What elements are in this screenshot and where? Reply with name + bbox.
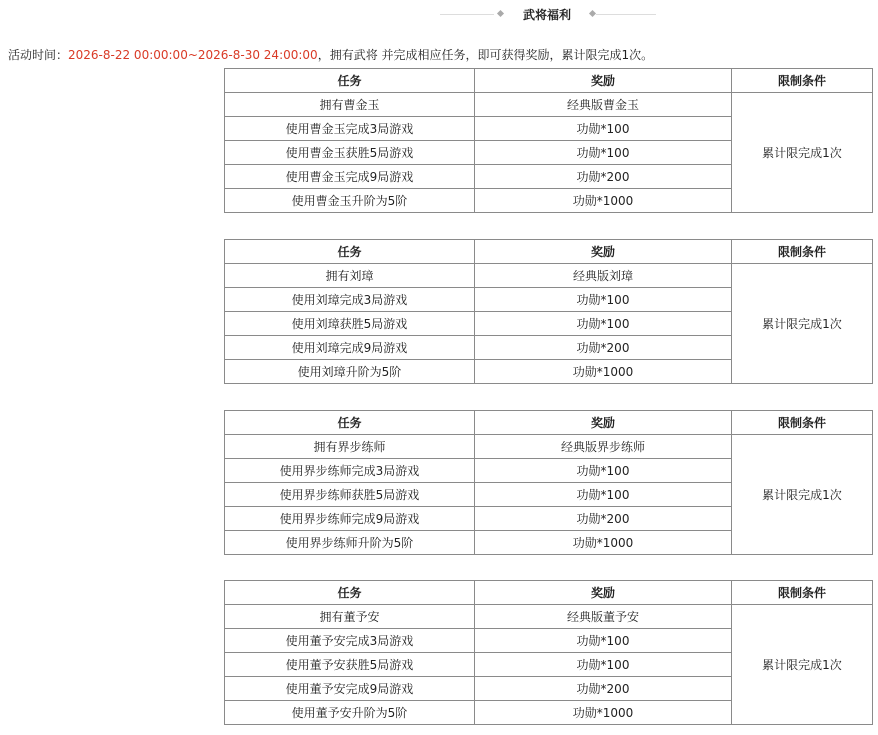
table-row xyxy=(225,435,873,459)
column-header-reward: 奖励 xyxy=(475,411,732,435)
limit-cell: 累计限完成1次 xyxy=(732,264,873,384)
task-cell: 使用刘璋升阶为5阶 xyxy=(225,360,475,384)
reward-cell: 功勋*100 xyxy=(475,288,732,312)
reward-cell: 经典版刘璋 xyxy=(475,264,732,288)
task-table xyxy=(224,68,873,213)
column-header-reward: 奖励 xyxy=(475,581,732,605)
limit-cell: 累计限完成1次 xyxy=(732,93,873,213)
reward-cell: 功勋*100 xyxy=(475,459,732,483)
title-divider-right xyxy=(596,14,656,15)
reward-cell: 功勋*100 xyxy=(475,117,732,141)
task-cell: 使用刘璋完成9局游戏 xyxy=(225,336,475,360)
column-header-limit: 限制条件 xyxy=(732,69,873,93)
task-cell: 使用界步练师完成3局游戏 xyxy=(225,459,475,483)
activity-time-range: 2026-8-22 00:00:00~2026-8-30 24:00:00 xyxy=(68,48,318,62)
column-header-reward: 奖励 xyxy=(475,240,732,264)
reward-cell: 功勋*200 xyxy=(475,165,732,189)
reward-cell: 功勋*1000 xyxy=(475,360,732,384)
limit-cell: 累计限完成1次 xyxy=(732,435,873,555)
task-table xyxy=(224,580,873,725)
reward-cell: 经典版董予安 xyxy=(475,605,732,629)
activity-description: ，拥有武将 并完成相应任务，即可获得奖励，累计限完成1次。 xyxy=(317,48,654,62)
title-divider-left xyxy=(440,14,494,15)
activity-time-label: 活动时间： xyxy=(8,48,69,62)
task-cell: 使用董予安完成9局游戏 xyxy=(225,677,475,701)
reward-cell: 功勋*200 xyxy=(475,336,732,360)
reward-cell: 功勋*200 xyxy=(475,507,732,531)
table-row xyxy=(225,605,873,629)
section-title xyxy=(440,4,640,26)
task-cell: 使用界步练师升阶为5阶 xyxy=(225,531,475,555)
task-cell: 使用界步练师获胜5局游戏 xyxy=(225,483,475,507)
task-cell: 拥有曹金玉 xyxy=(225,93,475,117)
reward-cell: 功勋*100 xyxy=(475,312,732,336)
page-title: 武将福利 xyxy=(522,8,571,22)
column-header-task: 任务 xyxy=(225,581,475,605)
column-header-task: 任务 xyxy=(225,411,475,435)
table-header-row xyxy=(225,240,873,264)
task-cell: 使用董予安完成3局游戏 xyxy=(225,629,475,653)
task-cell: 使用刘璋获胜5局游戏 xyxy=(225,312,475,336)
task-cell: 拥有董予安 xyxy=(225,605,475,629)
table-header-row xyxy=(225,581,873,605)
column-header-limit: 限制条件 xyxy=(732,411,873,435)
task-cell: 使用曹金玉完成9局游戏 xyxy=(225,165,475,189)
table-header-row xyxy=(225,411,873,435)
task-cell: 使用界步练师完成9局游戏 xyxy=(225,507,475,531)
task-table xyxy=(224,410,873,555)
task-cell: 拥有刘璋 xyxy=(225,264,475,288)
reward-cell: 功勋*1000 xyxy=(475,701,732,725)
table-header-row xyxy=(225,69,873,93)
column-header-task: 任务 xyxy=(225,69,475,93)
diamond-ornament-left-icon xyxy=(497,10,504,17)
column-header-task: 任务 xyxy=(225,240,475,264)
reward-cell: 功勋*100 xyxy=(475,629,732,653)
task-cell: 使用董予安获胜5局游戏 xyxy=(225,653,475,677)
task-cell: 使用曹金玉获胜5局游戏 xyxy=(225,141,475,165)
reward-cell: 功勋*1000 xyxy=(475,531,732,555)
table-row xyxy=(225,93,873,117)
task-cell: 使用董予安升阶为5阶 xyxy=(225,701,475,725)
reward-cell: 经典版界步练师 xyxy=(475,435,732,459)
activity-intro xyxy=(8,46,868,63)
task-table xyxy=(224,239,873,384)
column-header-limit: 限制条件 xyxy=(732,240,873,264)
column-header-reward: 奖励 xyxy=(475,69,732,93)
reward-cell: 功勋*200 xyxy=(475,677,732,701)
limit-cell: 累计限完成1次 xyxy=(732,605,873,725)
reward-cell: 功勋*100 xyxy=(475,653,732,677)
reward-cell: 功勋*1000 xyxy=(475,189,732,213)
reward-cell: 功勋*100 xyxy=(475,141,732,165)
table-row xyxy=(225,264,873,288)
task-cell: 拥有界步练师 xyxy=(225,435,475,459)
reward-cell: 经典版曹金玉 xyxy=(475,93,732,117)
reward-cell: 功勋*100 xyxy=(475,483,732,507)
diamond-ornament-right-icon xyxy=(589,10,596,17)
task-cell: 使用刘璋完成3局游戏 xyxy=(225,288,475,312)
column-header-limit: 限制条件 xyxy=(732,581,873,605)
task-cell: 使用曹金玉升阶为5阶 xyxy=(225,189,475,213)
task-cell: 使用曹金玉完成3局游戏 xyxy=(225,117,475,141)
